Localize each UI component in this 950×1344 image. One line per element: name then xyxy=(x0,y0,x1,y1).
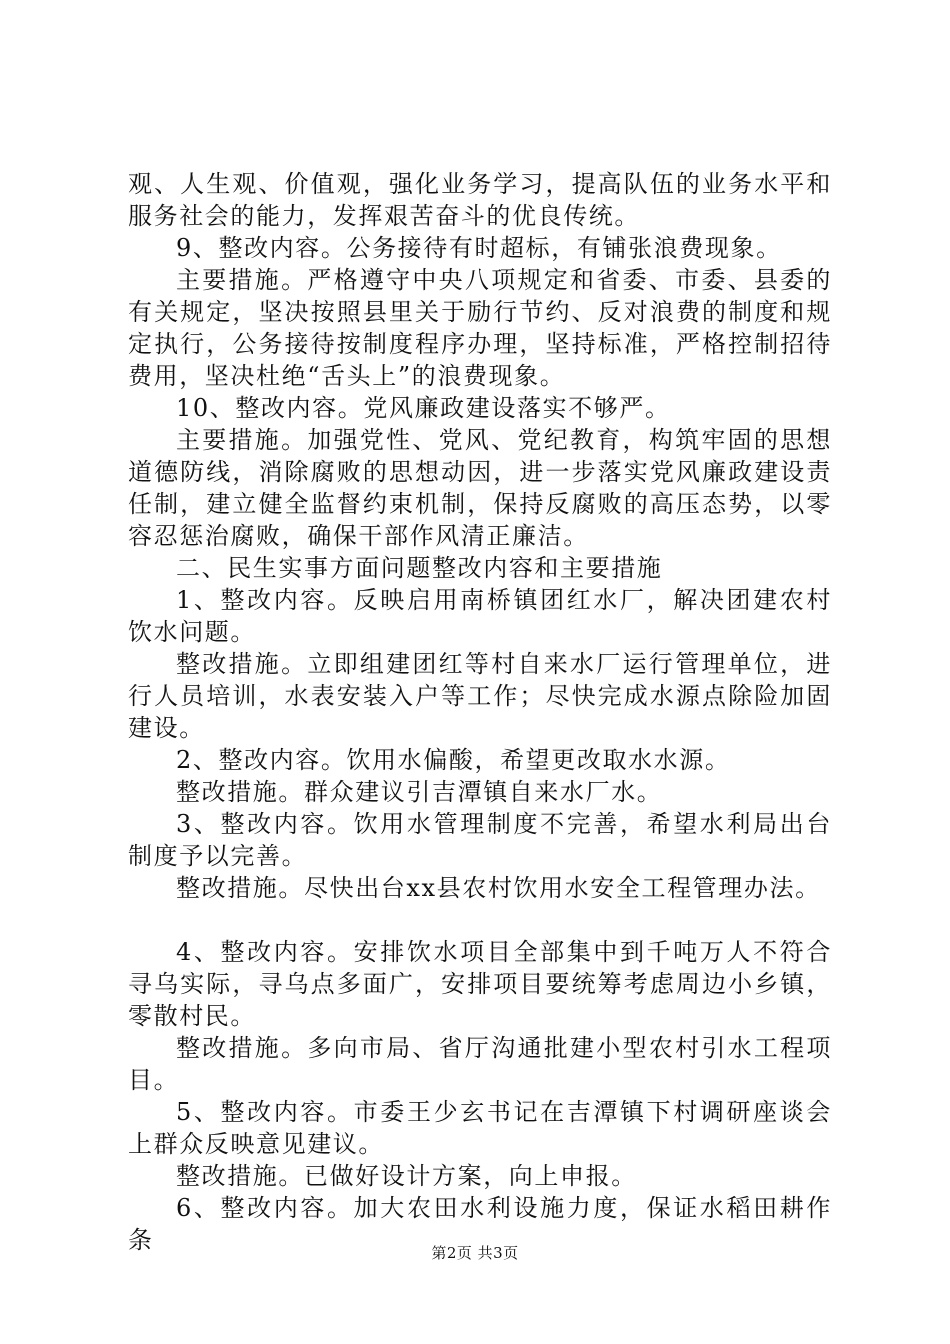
paragraph-item-9-issue: 9、整改内容。公务接待有时超标，有铺张浪费现象。 xyxy=(176,234,782,262)
document-body xyxy=(128,168,832,1256)
paragraph-livelihood-5-issue: 5、整改内容。市委王少玄书记在吉潭镇下村调研座谈会上群众反映意见建议。 xyxy=(128,1098,832,1158)
paragraph-livelihood-3-measures: 整改措施。尽快出台xx县农村饮用水安全工程管理办法。 xyxy=(176,874,821,902)
page-number-footer: 第2页 共3页 xyxy=(431,1244,519,1262)
section-heading-livelihood: 二、民生实事方面问题整改内容和主要措施 xyxy=(176,554,663,582)
paragraph-worldview-continuation: 观、人生观、价值观，强化业务学习，提高队伍的业务水平和服务社会的能力，发挥艰苦奋斗的优良传统。 xyxy=(128,170,832,230)
paragraph-item-9-measures: 主要措施。严格遵守中央八项规定和省委、市委、县委的有关规定，坚决按照县里关于励行节约、反对浪费的制度和规定执行，公务接待按制度程序办理，坚持标准，严格控制招待费用，坚决杜绝“舌头上”的浪费现象。 xyxy=(128,266,832,390)
paragraph-livelihood-5-measures: 整改措施。已做好设计方案，向上申报。 xyxy=(176,1162,637,1190)
paragraph-item-10-issue: 10、整改内容。党风廉政建设落实不够严。 xyxy=(176,394,671,422)
paragraph-item-10-measures: 主要措施。加强党性、党风、党纪教育，构筑牢固的思想道德防线，消除腐败的思想动因，进一步落实党风廉政建设责任制，建立健全监督约束机制，保持反腐败的高压态势，以零容忍惩治腐败，确保干部作风清正廉洁。 xyxy=(128,426,832,550)
paragraph-livelihood-4-issue: 4、整改内容。安排饮水项目全部集中到千吨万人不符合寻乌实际，寻乌点多面广，安排项目要统筹考虑周边小乡镇，零散村民。 xyxy=(128,938,832,1030)
paragraph-livelihood-3-issue: 3、整改内容。饮用水管理制度不完善，希望水利局出台制度予以完善。 xyxy=(128,810,832,870)
paragraph-livelihood-1-measures: 整改措施。立即组建团红等村自来水厂运行管理单位，进行人员培训，水表安装入户等工作；尽快完成水源点除险加固建设。 xyxy=(128,650,832,742)
paragraph-livelihood-1-issue: 1、整改内容。反映启用南桥镇团红水厂，解决团建农村饮水问题。 xyxy=(128,586,832,646)
paragraph-livelihood-6-issue: 6、整改内容。加大农田水利设施力度，保证水稻田耕作条 xyxy=(128,1194,832,1254)
paragraph-livelihood-2-measures: 整改措施。群众建议引吉潭镇自来水厂水。 xyxy=(176,778,663,806)
paragraph-livelihood-4-measures: 整改措施。多向市局、省厅沟通批建小型农村引水工程项目。 xyxy=(128,1034,832,1094)
paragraph-livelihood-2-issue: 2、整改内容。饮用水偏酸，希望更改取水水源。 xyxy=(176,746,731,774)
